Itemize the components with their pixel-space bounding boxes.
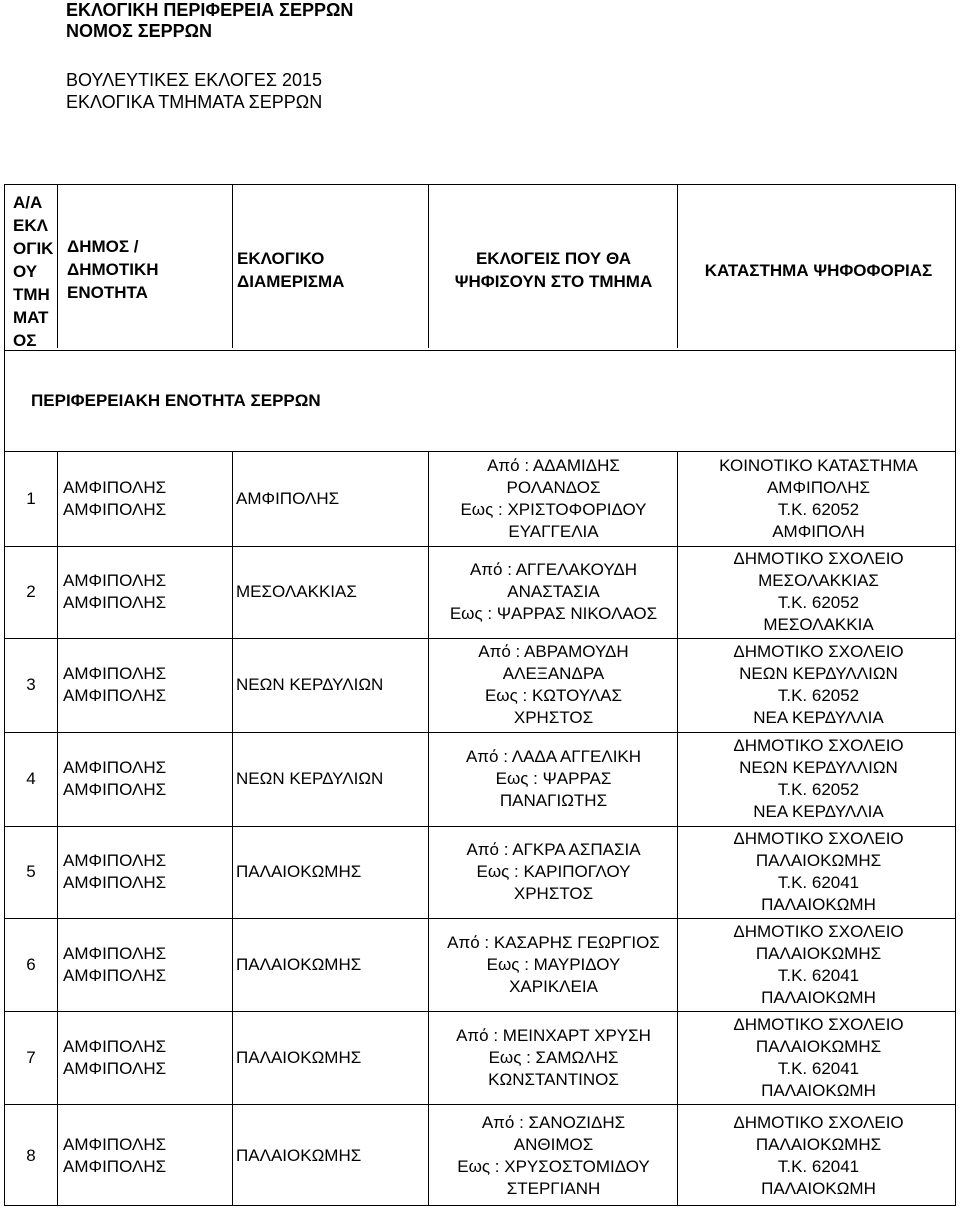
column-divider (428, 451, 429, 1205)
voters-range-cell: Από : ΑΔΑΜΙΔΗΣ ΡΟΛΑΝΔΟΣ Εως : ΧΡΙΣΤΟΦΟΡΙΔΟΥ ΕΥΑΓΓΕΛΙΑ (460, 456, 647, 541)
diamerisma-cell: ΝΕΩΝ ΚΕΡΔΥΛΙΩΝ (236, 769, 384, 788)
column-header-dimos: ΔΗΜΟΣ / ΔΗΜΟΤΙΚΗ ΕΝΟΤΗΤΑ (67, 237, 159, 302)
dimos-cell: ΑΜΦΙΠΟΛΗΣ ΑΜΦΙΠΟΛΗΣ (63, 664, 167, 705)
diamerisma-cell: ΠΑΛΑΙΟΚΩΜΗΣ (236, 862, 362, 881)
polling-station-cell: ΔΗΜΟΤΙΚΟ ΣΧΟΛΕΙΟ ΠΑΛΑΙΟΚΩΜΗΣ Τ.Κ. 62041 ΠΑΛΑΙΟΚΩΜΗ (733, 922, 904, 1007)
section-title: ΠΕΡΙΦΕΡΕΙΑΚΗ ΕΝΟΤΗΤΑ ΣΕΡΡΩΝ (31, 391, 321, 410)
column-divider (677, 451, 678, 1205)
diamerisma-cell: ΠΑΛΑΙΟΚΩΜΗΣ (236, 1048, 362, 1067)
polling-station-cell: ΔΗΜΟΤΙΚΟ ΣΧΟΛΕΙΟ ΠΑΛΑΙΟΚΩΜΗΣ Τ.Κ. 62041 ΠΑΛΑΙΟΚΩΜΗ (733, 829, 904, 914)
diamerisma-cell: ΠΑΛΑΙΟΚΩΜΗΣ (236, 1146, 362, 1165)
column-header-diamerisma: ΕΚΛΟΓΙΚΟ ΔΙΑΜΕΡΙΣΜΑ (237, 249, 345, 291)
row-divider (5, 1104, 955, 1105)
row-divider (5, 826, 955, 827)
diamerisma-cell: ΜΕΣΟΛΑΚΚΙΑΣ (236, 582, 357, 601)
dimos-cell: ΑΜΦΙΠΟΛΗΣ ΑΜΦΙΠΟΛΗΣ (63, 944, 167, 985)
column-header-katastima: ΚΑΤΑΣΤΗΜΑ ΨΗΦΟΦΟΡΙΑΣ (704, 261, 933, 280)
diamerisma-cell: ΑΜΦΙΠΟΛΗΣ (236, 489, 340, 508)
header-elections: ΒΟΥΛΕΥΤΙΚΕΣ ΕΚΛΟΓΕΣ 2015 (66, 70, 323, 90)
column-header-no: Α/Α ΕΚΛ ΟΓΙΚ ΟΥ ΤΜΗ ΜΑΤ ΟΣ (13, 193, 54, 350)
header-divider (5, 350, 955, 351)
polling-station-cell: ΔΗΜΟΤΙΚΟ ΣΧΟΛΕΙΟ ΝΕΩΝ ΚΕΡΔΥΛΛΙΩΝ Τ.Κ. 62052 ΝΕΑ ΚΕΡΔΥΛΛΙΑ (733, 736, 904, 821)
header-region: ΕΚΛΟΓΙΚΗ ΠΕΡΙΦΕΡΕΙΑ ΣΕΡΡΩΝ (66, 0, 354, 20)
polling-station-cell: ΔΗΜΟΤΙΚΟ ΣΧΟΛΕΙΟ ΠΑΛΑΙΟΚΩΜΗΣ Τ.Κ. 62041 ΠΑΛΑΙΟΚΩΜΗ (733, 1113, 904, 1198)
voters-range-cell: Από : ΚΑΣΑΡΗΣ ΓΕΩΡΓΙΟΣ Εως : ΜΑΥΡΙΔΟΥ ΧΑΡΙΚΛΕΙΑ (447, 933, 660, 996)
column-divider (428, 185, 429, 348)
voters-range-cell: Από : ΜΕΙΝΧΑΡΤ ΧΡΥΣΗ Εως : ΣΑΜΩΛΗΣ ΚΩΝΣΤΑΝΤΙΝΟΣ (456, 1026, 651, 1089)
row-number: 1 (26, 489, 36, 508)
row-number: 2 (26, 582, 36, 601)
row-divider (5, 732, 955, 733)
voters-range-cell: Από : ΣΑΝΟΖΙΔΗΣ ΑΝΘΙΜΟΣ Εως : ΧΡΥΣΟΣΤΟΜΙΔΟΥ ΣΤΕΡΓΙΑΝΗ (457, 1113, 650, 1198)
polling-station-cell: ΚΟΙΝΟΤΙΚΟ ΚΑΤΑΣΤΗΜΑ ΑΜΦΙΠΟΛΗΣ Τ.Κ. 62052 ΑΜΦΙΠΟΛΗ (719, 456, 918, 541)
row-number: 3 (26, 675, 36, 694)
column-divider (232, 185, 233, 348)
column-divider (677, 185, 678, 348)
row-number: 4 (26, 769, 36, 788)
column-divider (232, 451, 233, 1205)
dimos-cell: ΑΜΦΙΠΟΛΗΣ ΑΜΦΙΠΟΛΗΣ (63, 478, 167, 519)
voters-range-cell: Από : ΑΒΡΑΜΟΥΔΗ ΑΛΕΞΑΝΔΡΑ Εως : ΚΩΤΟΥΛΑΣ ΧΡΗΣΤΟΣ (478, 642, 629, 727)
dimos-cell: ΑΜΦΙΠΟΛΗΣ ΑΜΦΙΠΟΛΗΣ (63, 1135, 167, 1176)
voters-range-cell: Από : ΑΓΓΕΛΑΚΟΥΔΗ ΑΝΑΣΤΑΣΙΑ Εως : ΨΑΡΡΑΣ ΝΙΚΟΛΑΟΣ (449, 560, 658, 623)
dimos-cell: ΑΜΦΙΠΟΛΗΣ ΑΜΦΙΠΟΛΗΣ (63, 851, 167, 892)
column-divider (57, 451, 58, 1205)
polling-stations-table (4, 184, 956, 1206)
header-sections: ΕΚΛΟΓΙΚΑ ΤΜΗΜΑΤΑ ΣΕΡΡΩΝ (66, 92, 323, 112)
diamerisma-cell: ΝΕΩΝ ΚΕΡΔΥΛΙΩΝ (236, 675, 384, 694)
row-number: 8 (26, 1146, 36, 1165)
polling-station-cell: ΔΗΜΟΤΙΚΟ ΣΧΟΛΕΙΟ ΠΑΛΑΙΟΚΩΜΗΣ Τ.Κ. 62041 ΠΑΛΑΙΟΚΩΜΗ (733, 1015, 904, 1100)
section-divider (5, 451, 955, 452)
row-divider (5, 918, 955, 919)
dimos-cell: ΑΜΦΙΠΟΛΗΣ ΑΜΦΙΠΟΛΗΣ (63, 1037, 167, 1078)
row-divider (5, 638, 955, 639)
row-divider (5, 1011, 955, 1012)
column-divider (57, 185, 58, 348)
row-number: 6 (26, 955, 36, 974)
polling-station-cell: ΔΗΜΟΤΙΚΟ ΣΧΟΛΕΙΟ ΝΕΩΝ ΚΕΡΔΥΛΛΙΩΝ Τ.Κ. 62052 ΝΕΑ ΚΕΡΔΥΛΛΙΑ (733, 642, 904, 727)
dimos-cell: ΑΜΦΙΠΟΛΗΣ ΑΜΦΙΠΟΛΗΣ (63, 758, 167, 799)
row-number: 5 (26, 862, 36, 881)
diamerisma-cell: ΠΑΛΑΙΟΚΩΜΗΣ (236, 955, 362, 974)
header-prefecture: ΝΟΜΟΣ ΣΕΡΡΩΝ (66, 21, 213, 41)
column-header-eklogeis: ΕΚΛΟΓΕΙΣ ΠΟΥ ΘΑ ΨΗΦΙΣΟΥΝ ΣΤΟ ΤΜΗΜΑ (454, 249, 653, 291)
row-number: 7 (26, 1048, 36, 1067)
polling-station-cell: ΔΗΜΟΤΙΚΟ ΣΧΟΛΕΙΟ ΜΕΣΟΛΑΚΚΙΑΣ Τ.Κ. 62052 ΜΕΣΟΛΑΚΚΙΑ (733, 549, 904, 634)
dimos-cell: ΑΜΦΙΠΟΛΗΣ ΑΜΦΙΠΟΛΗΣ (63, 571, 167, 612)
voters-range-cell: Από : ΛΑΔΑ ΑΓΓΕΛΙΚΗ Εως : ΨΑΡΡΑΣ ΠΑΝΑΓΙΩΤΗΣ (465, 747, 642, 810)
voters-range-cell: Από : ΑΓΚΡΑ ΑΣΠΑΣΙΑ Εως : ΚΑΡΙΠΟΓΛΟΥ ΧΡΗΣΤΟΣ (466, 840, 641, 903)
row-divider (5, 546, 955, 547)
